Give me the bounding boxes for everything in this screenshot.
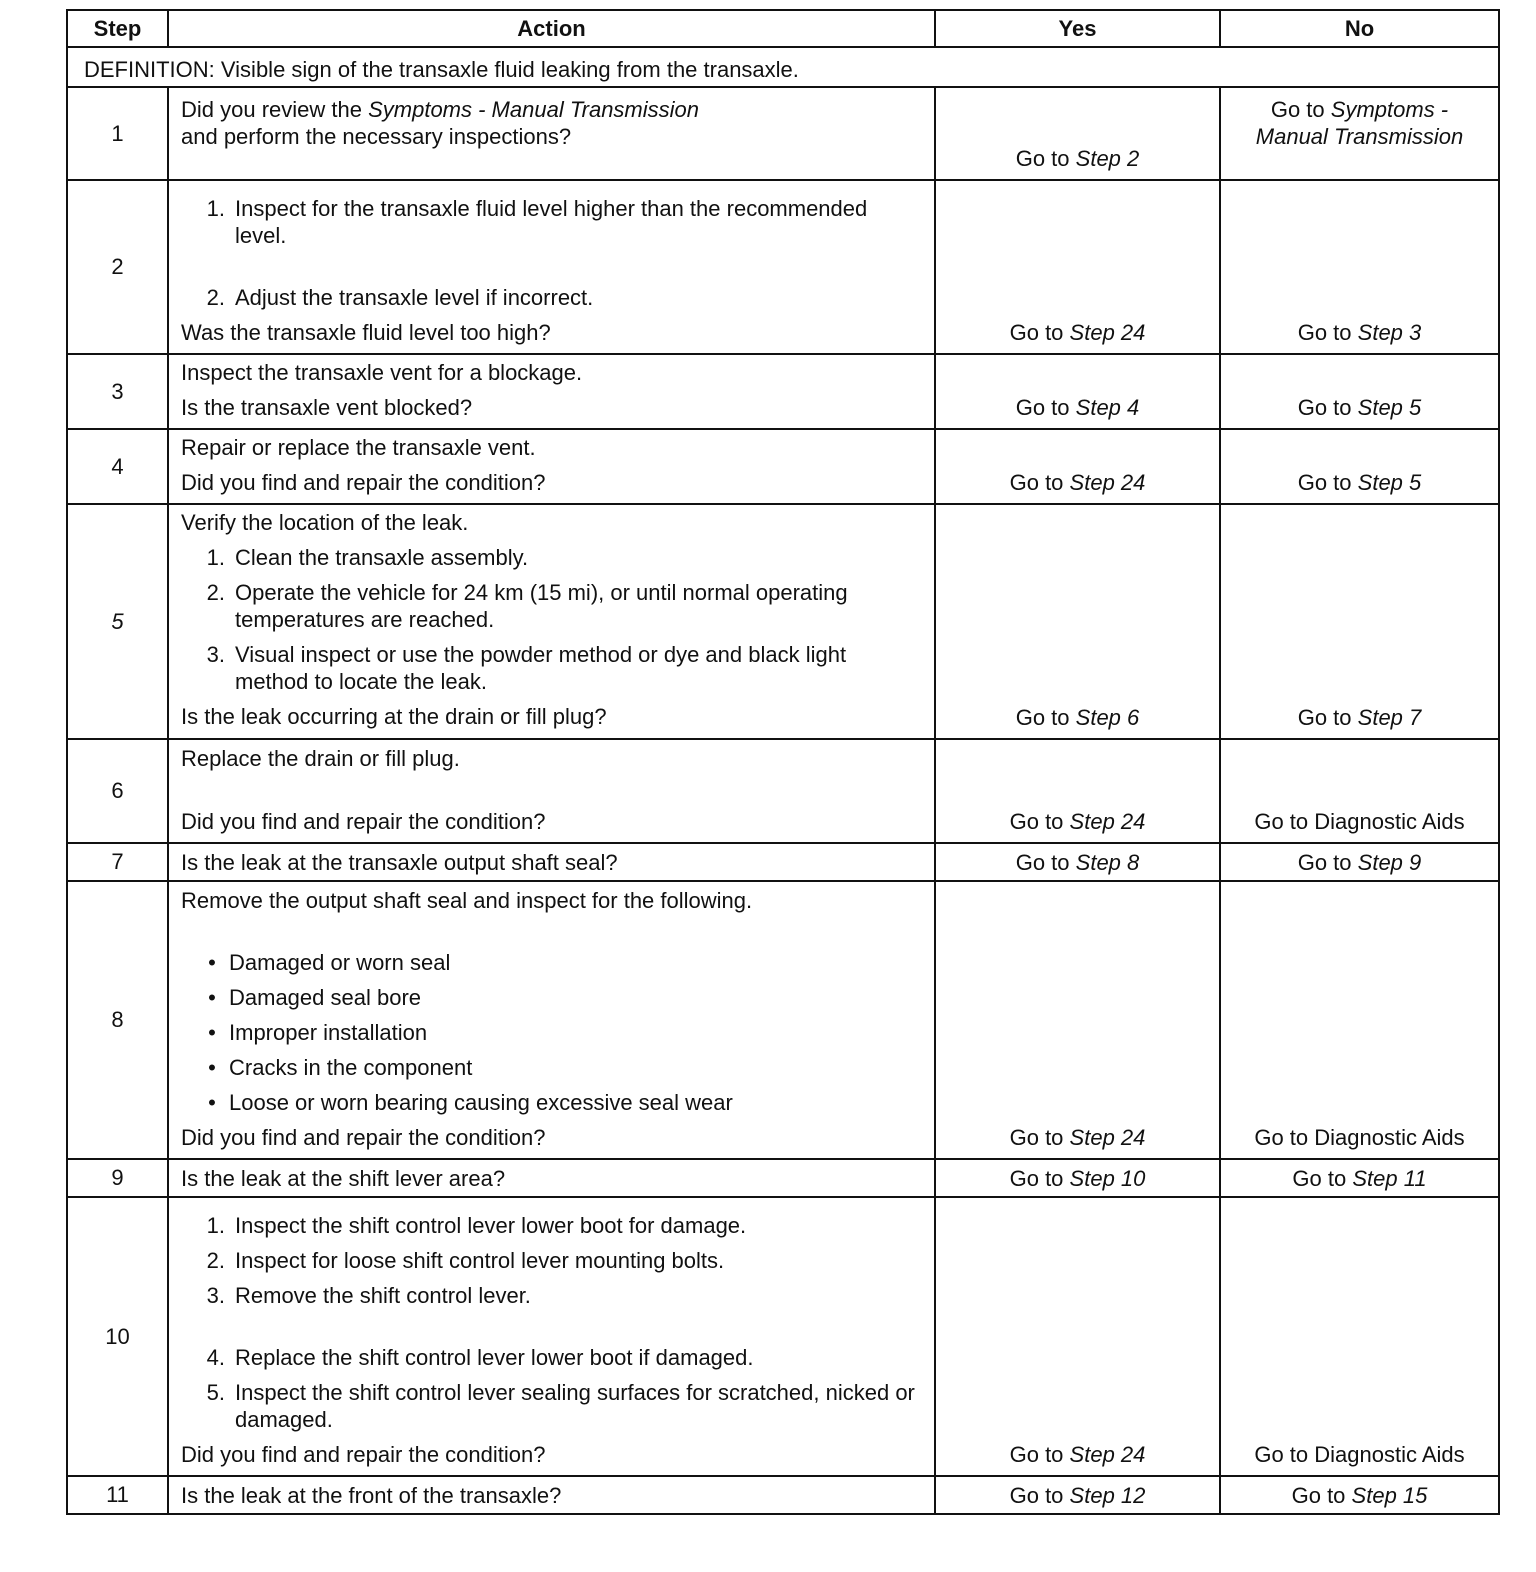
table-row bbox=[67, 180, 1499, 354]
table-row bbox=[67, 354, 1499, 429]
question-text: Was the transaxle fluid level too high? bbox=[181, 320, 551, 345]
table-row bbox=[67, 739, 1499, 843]
yes-link[interactable]: Go to Step 24 bbox=[935, 429, 1220, 504]
table-row bbox=[67, 1197, 1499, 1476]
action-cell bbox=[168, 180, 935, 354]
table-row bbox=[67, 87, 1499, 180]
header-step: Step bbox=[67, 10, 168, 47]
header-action: Action bbox=[168, 10, 935, 47]
table-row bbox=[67, 843, 1499, 881]
no-link[interactable]: Go to Step 5 bbox=[1220, 354, 1499, 429]
header-yes: Yes bbox=[935, 10, 1220, 47]
list-item: 4. Replace the shift control lever lower boot if damaged. bbox=[206, 1345, 754, 1370]
question-text: Is the leak at the front of the transaxle? bbox=[181, 1483, 562, 1508]
step-number: 10 bbox=[67, 1197, 168, 1476]
yes-link[interactable]: Go to Step 8 bbox=[935, 843, 1220, 881]
yes-link[interactable]: Go to Step 2 bbox=[935, 87, 1220, 180]
action-cell bbox=[168, 1197, 935, 1476]
list-item: 1. Inspect the shift control lever lower boot for damage. bbox=[206, 1213, 747, 1238]
list-item: • Cracks in the component bbox=[208, 1055, 473, 1080]
list-item: 2. Adjust the transaxle level if incorrect. bbox=[206, 285, 594, 310]
table-row bbox=[67, 504, 1499, 739]
step-number: 1 bbox=[67, 87, 168, 180]
header-no: No bbox=[1220, 10, 1499, 47]
instruction-text: Inspect the transaxle vent for a blockage. bbox=[181, 360, 583, 385]
step-number: 5 bbox=[67, 504, 168, 739]
question-text: Did you find and repair the condition? bbox=[181, 470, 546, 495]
yes-link[interactable]: Go to Step 6 bbox=[935, 504, 1220, 739]
no-link[interactable]: Go to Step 9 bbox=[1220, 843, 1499, 881]
action-text: and perform the necessary inspections? bbox=[181, 124, 572, 149]
action-cell bbox=[168, 843, 935, 881]
list-item: 1. Clean the transaxle assembly. bbox=[206, 545, 529, 570]
action-cell bbox=[168, 87, 935, 180]
no-link[interactable]: Go to Symptoms - Manual Transmission bbox=[1220, 87, 1499, 180]
step-number: 4 bbox=[67, 429, 168, 504]
table-row bbox=[67, 429, 1499, 504]
yes-link[interactable]: Go to Step 24 bbox=[935, 739, 1220, 843]
yes-link[interactable]: Go to Step 24 bbox=[935, 881, 1220, 1159]
question-text: Did you find and repair the condition? bbox=[181, 1125, 546, 1150]
instruction-text: Replace the drain or fill plug. bbox=[181, 746, 460, 771]
definition-row bbox=[67, 47, 1499, 87]
no-link[interactable]: Go to Diagnostic Aids bbox=[1220, 881, 1499, 1159]
list-item: • Improper installation bbox=[208, 1020, 428, 1045]
action-cell bbox=[168, 881, 935, 1159]
no-link[interactable]: Go to Step 3 bbox=[1220, 180, 1499, 354]
diagnostic-table bbox=[66, 9, 1500, 1515]
question-text: Is the transaxle vent blocked? bbox=[181, 395, 473, 420]
action-text: Did you review the Symptoms - Manual Transmission bbox=[181, 97, 699, 122]
action-cell bbox=[168, 354, 935, 429]
action-cell bbox=[168, 504, 935, 739]
step-number: 7 bbox=[67, 843, 168, 881]
yes-link[interactable]: Go to Step 4 bbox=[935, 354, 1220, 429]
list-item: • Damaged or worn seal bbox=[208, 950, 451, 975]
no-link[interactable]: Go to Diagnostic Aids bbox=[1220, 1197, 1499, 1476]
no-link[interactable]: Go to Step 11 bbox=[1220, 1159, 1499, 1197]
step-number: 9 bbox=[67, 1159, 168, 1197]
list-item: 3. Remove the shift control lever. bbox=[206, 1283, 531, 1308]
list-item: 5. Inspect the shift control lever sealing surfaces for scratched, nicked or damaged. bbox=[206, 1380, 915, 1432]
list-item: 3. Visual inspect or use the powder method or dye and black light method to locate the leak. bbox=[206, 642, 847, 694]
list-item: 2. Inspect for loose shift control lever mounting bolts. bbox=[206, 1248, 725, 1273]
step-number: 3 bbox=[67, 354, 168, 429]
instruction-text: Verify the location of the leak. bbox=[181, 510, 469, 535]
action-cell bbox=[168, 1159, 935, 1197]
instruction-text: Repair or replace the transaxle vent. bbox=[181, 435, 536, 460]
instruction-text: Remove the output shaft seal and inspect for the following. bbox=[181, 888, 753, 913]
definition-text: DEFINITION: Visible sign of the transaxle fluid leaking from the transaxle. bbox=[67, 47, 1499, 87]
no-link[interactable]: Go to Step 7 bbox=[1220, 504, 1499, 739]
yes-link[interactable]: Go to Step 12 bbox=[935, 1476, 1220, 1514]
no-link[interactable]: Go to Diagnostic Aids bbox=[1220, 739, 1499, 843]
no-link[interactable]: Go to Step 5 bbox=[1220, 429, 1499, 504]
table-row bbox=[67, 881, 1499, 1159]
question-text: Did you find and repair the condition? bbox=[181, 809, 546, 834]
step-number: 8 bbox=[67, 881, 168, 1159]
action-cell bbox=[168, 1476, 935, 1514]
action-cell bbox=[168, 429, 935, 504]
question-text: Is the leak at the transaxle output shaft seal? bbox=[181, 850, 618, 875]
question-text: Is the leak at the shift lever area? bbox=[181, 1166, 506, 1191]
yes-link[interactable]: Go to Step 24 bbox=[935, 1197, 1220, 1476]
action-cell bbox=[168, 739, 935, 843]
list-item: 1. Inspect for the transaxle fluid level higher than the recommended level. bbox=[206, 196, 868, 248]
no-link[interactable]: Go to Step 15 bbox=[1220, 1476, 1499, 1514]
step-number: 2 bbox=[67, 180, 168, 354]
table-row bbox=[67, 1159, 1499, 1197]
step-number: 6 bbox=[67, 739, 168, 843]
question-text: Did you find and repair the condition? bbox=[181, 1442, 546, 1467]
list-item: • Loose or worn bearing causing excessive seal wear bbox=[208, 1090, 733, 1115]
yes-link[interactable]: Go to Step 10 bbox=[935, 1159, 1220, 1197]
question-text: Is the leak occurring at the drain or fill plug? bbox=[181, 704, 607, 729]
header-row bbox=[67, 10, 1499, 47]
table-row bbox=[67, 1476, 1499, 1514]
list-item: 2. Operate the vehicle for 24 km (15 mi), or until normal operating temperatures are reached. bbox=[206, 580, 848, 632]
yes-link[interactable]: Go to Step 24 bbox=[935, 180, 1220, 354]
step-number: 11 bbox=[67, 1476, 168, 1514]
list-item: • Damaged seal bore bbox=[208, 985, 422, 1010]
